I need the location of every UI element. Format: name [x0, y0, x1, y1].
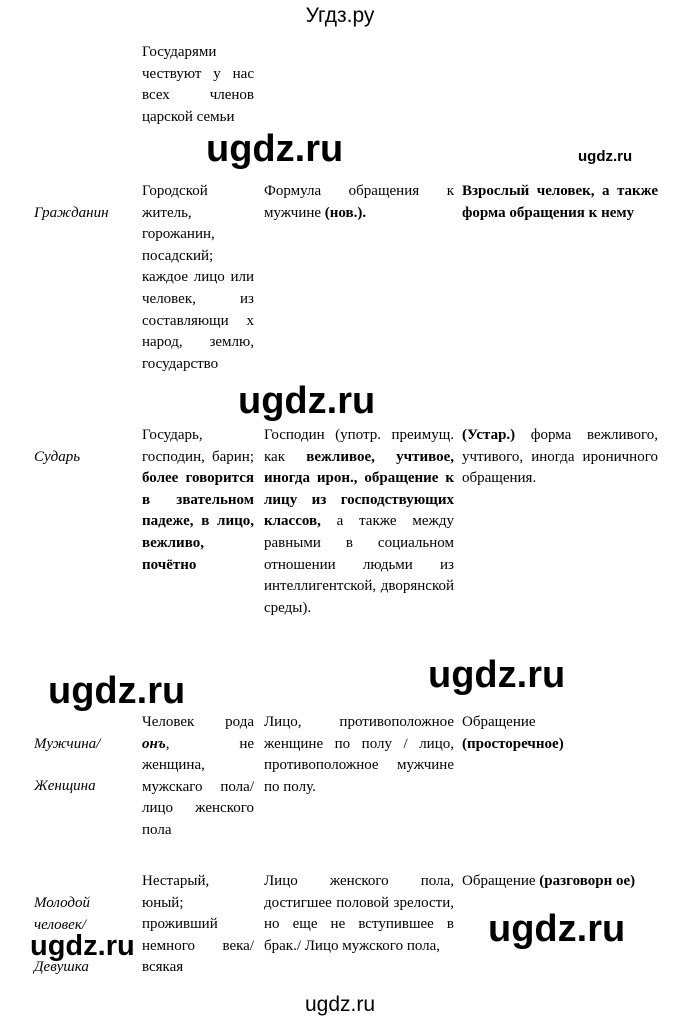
row3-modern-text: Обращение [462, 714, 536, 730]
term-zhenshchina: Женщина [34, 778, 96, 794]
site-header: Угдз.ру [305, 4, 375, 27]
row4-dal-definition: Нестарый, юный; проживший немного века/всякая [142, 873, 254, 976]
row2-ushakov-definition [264, 425, 454, 619]
watermark-logo: ugdz.ru [428, 654, 566, 696]
row3-dal-definition [142, 712, 254, 842]
term-devushka: Девушка [34, 959, 89, 975]
row3-modern-mark: (просторечное) [462, 735, 564, 752]
watermark-logo: ugdz.ru [48, 670, 186, 712]
row0-definition: Государями чествуют у нас всех членов царской семьи [142, 44, 254, 125]
row3-modern-definition [462, 712, 658, 755]
row2-modern-mark: (Устар.) [462, 427, 516, 443]
row1-ushakov-mark: (нов.). [324, 204, 367, 221]
row2-modern-definition [462, 425, 658, 490]
term-muzhchina: Мужчина/ [34, 736, 101, 752]
row2-dal-text: Государь, господин, барин; [142, 427, 254, 465]
row2-ushakov-bold: вежливое, учтивое, иногда ирон., обращение к лицу из господствующих классов, [264, 448, 454, 530]
row3-dal-text-a: Человек рода [142, 714, 254, 730]
row1-dal-definition: Городской житель, горожанин, посадский; каждое лицо или человек, из составляющи х народ, землю, государство [142, 183, 254, 372]
watermark-logo: ugdz.ru [488, 908, 626, 950]
row1-ushakov-definition [264, 181, 454, 224]
row4-modern-text: Обращение [462, 873, 540, 889]
watermark-logo: ugdz.ru [578, 148, 633, 165]
site-footer: ugdz.ru [304, 993, 376, 1016]
row2-modern-text: форма вежливого, учтивого, иногда ироничного обращения. [462, 427, 658, 487]
row2-dal-definition [142, 425, 254, 576]
watermark-logo: ugdz.ru [238, 380, 376, 422]
row1-modern-definition: Взрослый человек, а также форма обращения к нему [462, 183, 658, 221]
watermark-logo: ugdz.ru [30, 930, 135, 962]
row2-dal-bold: более говорится в звательном падеже, в лицо, вежливо, почётно [142, 470, 254, 573]
row3-dal-text-c: , не женщина, мужскаго пола/лицо женского пола [142, 735, 254, 838]
term-molodoy-chelovek: Молодой человек/ [34, 895, 91, 933]
row4-modern-definition [462, 871, 652, 893]
row3-dal-bold: онъ [142, 735, 166, 752]
row4-modern-mark: (разговорн ое) [539, 873, 636, 889]
row4-ushakov-definition: Лицо женского пола, достигшее половой зрелости, но еще не вступившее в брак./ Лицо мужского пола, [264, 873, 454, 954]
row3-ushakov-definition: Лицо, противоположное женщине по полу / лицо, противоположное мужчине по полу. [264, 714, 454, 795]
watermark-logo: ugdz.ru [206, 128, 344, 170]
term-grazhdanin: Гражданин [34, 205, 109, 221]
row2-ushakov-text-a: Господин (употр. преимущ. как [264, 427, 454, 465]
row2-ushakov-text-c: а также между равными в социальном отношении людьми из интеллигентской, дворянской среды). [264, 513, 454, 616]
term-sudar: Сударь [34, 449, 81, 465]
row1-ushakov-text: Формула обращения к мужчине [264, 183, 454, 221]
